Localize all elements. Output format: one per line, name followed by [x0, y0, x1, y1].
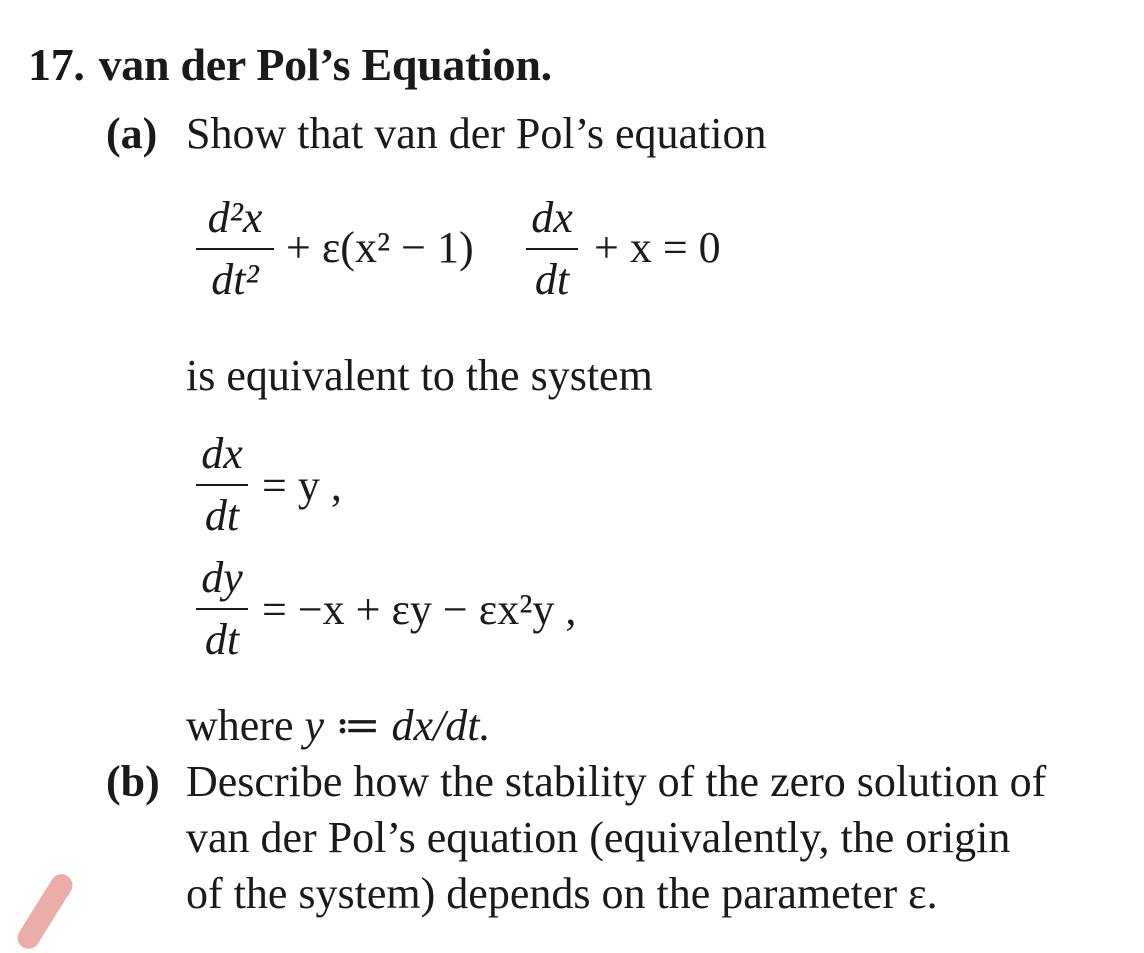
part-a-intro: Show that van der Pol’s equation [186, 109, 767, 158]
part-b-label: (b) [106, 757, 160, 806]
part-a-label: (a) [106, 109, 158, 158]
where-line [186, 700, 490, 751]
problem-title: van der Pol’s Equation. [98, 39, 552, 90]
pen-stroke-mark [13, 870, 76, 953]
fraction-numerator: dx [531, 193, 573, 242]
where-definition: y ≔ dx/dt. [304, 701, 491, 750]
fraction-numerator: d²x [207, 193, 263, 242]
system-equation-1-rhs: = y , [262, 461, 342, 510]
system-equation-2-rhs: = −x + εy − εx²y , [262, 585, 577, 634]
part-b-line-3: of the system) depends on the parameter ε. [186, 869, 938, 918]
fraction-bar [196, 248, 274, 250]
where-prefix: where [186, 701, 294, 750]
equation-tail: + x = 0 [594, 223, 721, 272]
fraction-numerator: dx [201, 429, 243, 478]
fraction-dy-dt-system [196, 553, 248, 664]
fraction-d2x-dt2 [196, 193, 274, 304]
fraction-numerator: dy [201, 553, 243, 602]
fraction-bar [196, 484, 248, 486]
fraction-denominator: dt [204, 615, 240, 664]
fraction-dx-dt-system [196, 429, 248, 540]
problem-heading [28, 38, 552, 91]
fraction-denominator: dt [534, 255, 570, 304]
fraction-bar [196, 608, 248, 610]
equation-middle-term: + ε(x² − 1) [286, 223, 474, 272]
fraction-dx-dt [526, 193, 578, 304]
part-b-line-2: van der Pol’s equation (equivalently, the origin [186, 813, 1011, 862]
fraction-bar [526, 248, 578, 250]
equivalent-text: is equivalent to the system [186, 351, 653, 400]
fraction-denominator: dt [204, 491, 240, 540]
problem-number: 17. [28, 39, 85, 90]
part-b-line-1: Describe how the stability of the zero solution of [186, 757, 1047, 806]
fraction-denominator: dt² [211, 255, 259, 304]
